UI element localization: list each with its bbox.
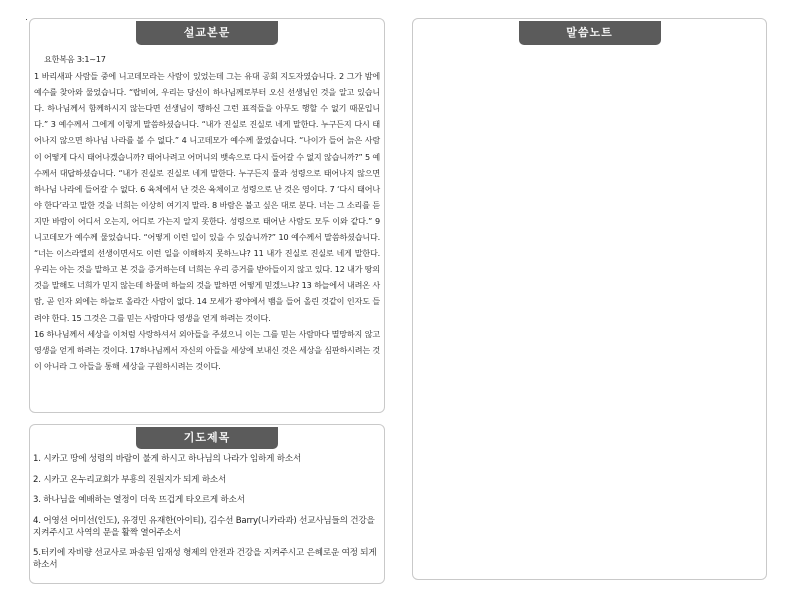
prayer-item: 3. 하나님을 예배하는 열정이 더욱 뜨겁게 타오르게 하소서 xyxy=(33,495,245,506)
scripture-paragraph: 1 바리새파 사람들 중에 니고데모라는 사람이 있었는데 그는 유대 공회 지도자였습니다. 2 그가 밤에 예수를 찾아와 물었습니다. “랍비여, 우리는 당신이 하나님께로부터 오신 선생님인 것을 알고 있습니다. 하나님께서 함께하시지 않는다면 선생님이 행하신 그런 표적들을 아무도 행할 수 없기 때문입니다.” 3 예수께서 그에게 이렇게 말씀하셨습니다. “내가 진실로 진실로 네게 말한다. 누구든지 다시 태어나지 않으면 하나님 나라를 볼 수 없다.” 4 니고데모가 예수께 물었습니다. “나이가 들어 늙은 사람이 어떻게 다시 태어나겠습니까? 태어나려고 어머니의 뱃속으로 다시 들어갈 수 없지 않습니까?” 5 예수께서 대답하셨습니다. “내가 진실로 진실로 네게 말한다. 누구든지 물과 성령으로 태어나지 않으면 하나님 나라에 들어갈 수 없다. 6 육체에서 난 것은 육체이고 성령으로 난 것은 영이다. 7 ‘다시 태어나야 한다’라고 말한 것을 너희는 이상히 여기지 말라. 8 바람은 불고 싶은 대로 분다. 너는 그 소리를 듣지만 바람이 어디서 오는지, 어디로 가는지 알지 못한다. 성령으로 태어난 사람도 모두 이와 같다.” 9 니고데모가 예수께 물었습니다. “어떻게 이런 일이 있을 수 있습니까?” 10 예수께서 말씀하셨습니다. “너는 이스라엘의 선생이면서도 이런 일을 이해하지 못하느냐? 11 내가 진실로 진실로 네게 말한다. 우리는 아는 것을 말하고 본 것을 증거하는데 너희는 우리 증거를 받아들이지 않고 있다. 12 내가 땅의 것을 말해도 너희가 믿지 않는데 하물며 하늘의 것을 말하면 어떻게 믿겠느냐? 13 하늘에서 내려온 사람, 곧 인자 외에는 하늘로 올라간 사람이 없다. 14 모세가 광야에서 뱀을 들어 올린 것같이 인자도 들려야 한다. 15 그것은 그를 믿는 사람마다 영생을 얻게 하려는 것이다. xyxy=(34,71,380,323)
scripture-paragraph: 16 하나님께서 세상을 이처럼 사랑하셔서 외아들을 주셨으니 이는 그를 믿는 사람마다 멸망하지 않고 영생을 얻게 하려는 것이다. 17하나님께서 자신의 아들을 세상에 보내신 것은 세상을 심판하시려는 것이 아니라 그 아들을 통해 세상을 구원하시려는 것이다. xyxy=(34,328,380,371)
prayer-item: 2. 시카고 온누리교회가 부흥의 진원지가 되게 하소서 xyxy=(33,474,227,485)
sermon-body xyxy=(34,51,380,374)
prayer-item: 4. 어영선 어미선(인도), 유경민 유재한(아이티), 김수선 Barry(니카라과) 선교사님들의 건강을 지켜주시고 사역의 문을 활짝 열어주소서 xyxy=(33,515,375,538)
prayer-item: 1. 시카고 땅에 성령의 바람이 불게 하시고 하나님의 나라가 임하게 하소서 xyxy=(33,454,302,464)
prayer-title-tab: 기도제목 xyxy=(136,427,278,449)
sermon-title-tab: 설교본문 xyxy=(136,21,278,45)
dot-mark xyxy=(26,19,27,20)
prayer-item: 5.터키에 자비량 선교사로 파송된 임재성 형제의 안전과 건강을 지켜주시고 은혜로운 여정 되게 하소서 xyxy=(33,548,377,571)
sermon-notes-panel[interactable] xyxy=(412,18,767,580)
scripture-reference: 요한복음 3:1~17 xyxy=(44,54,106,64)
prayer-list xyxy=(33,453,383,571)
sermon-text-panel xyxy=(29,18,385,413)
prayer-requests-panel xyxy=(29,424,385,584)
notes-title-tab: 말씀노트 xyxy=(519,21,661,45)
